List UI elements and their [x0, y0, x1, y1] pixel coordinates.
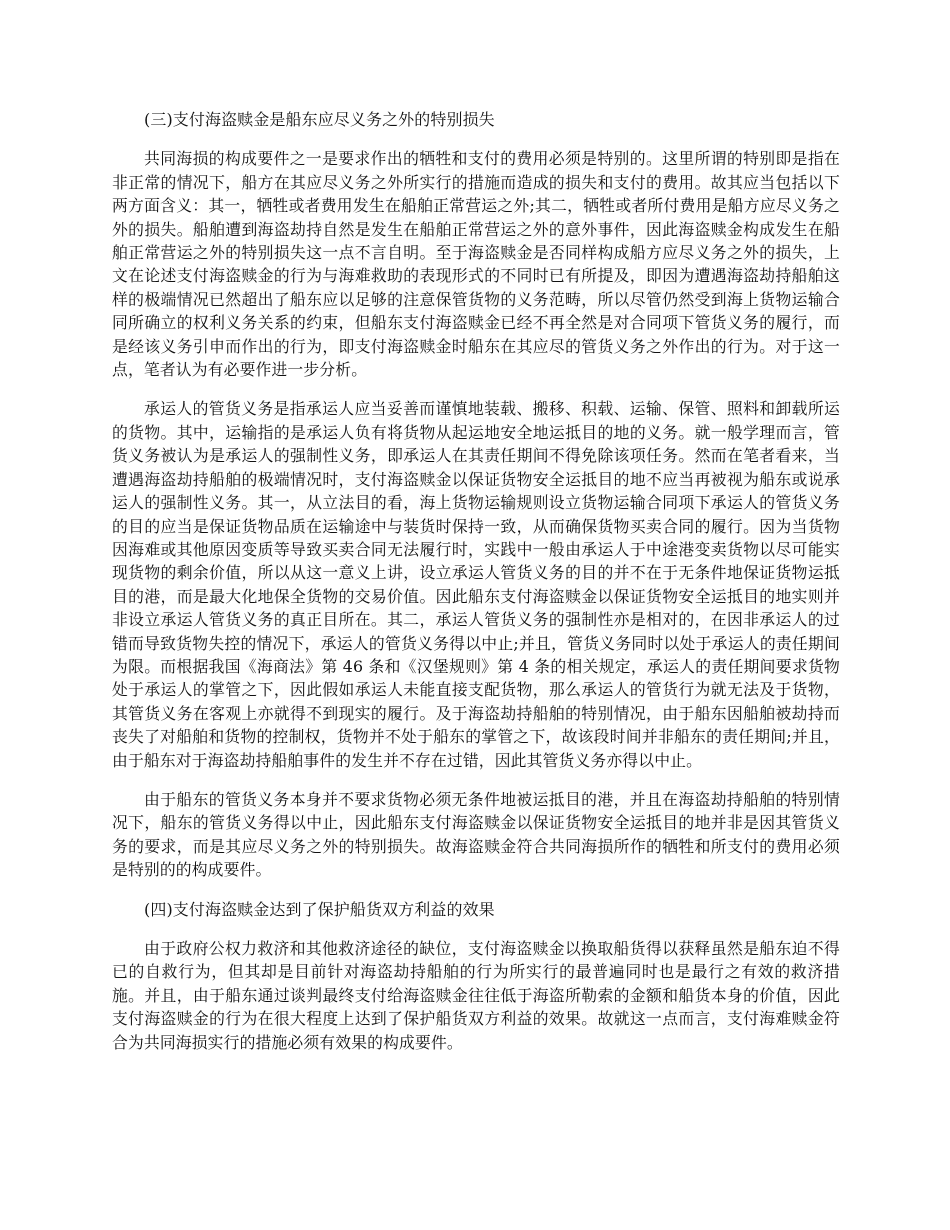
section-heading-3: (三)支付海盗赎金是船东应尽义务之外的特别损失 [144, 110, 495, 129]
paragraph: 承运人的管货义务是指承运人应当妥善而谨慎地装载、搬移、积载、运输、保管、照料和卸载所运的货物。其中，运输指的是承运人负有将货物从起运地安全地运抵目的地的义务。就一般学理而言，管货义务被认为是承运人的强制性义务，即承运人在其责任期间不得免除该项任务。然而在笔者看来，当遭遇海盗劫持船舶的极端情况时，支付海盗赎金以保证货物安全运抵目的地不应当再被视为船东或说承运人的强制性义务。其一，从立法目的看，海上货物运输规则设立货物运输合同项下承运人的管货义务的目的应当是保证货物品质在运输途中与装货时保持一致，从而确保货物买卖合同的履行。因为当货物因海难或其他原因变质等导致买卖合同无法履行时，实践中一般由承运人于中途港变卖货物以尽可能实现货物的剩余价值，所以从这一意义上讲，设立承运人管货义务的目的并不在于无条件地保证货物运抵目的港，而是最大化地保全货物的交易价值。因此船东支付海盗赎金以保证货物安全运抵目的地实则并非设立承运人管货义务的真正目所在。其二，承运人管货义务的强制性亦是相对的，在因非承运人的过错而导致货物失控的情况下，承运人的管货义务得以中止;并且，管货义务同时以处于承运人的责任期间为限。而根据我国《海商法》第 46 条和《汉堡规则》第 4 条的相关规定，承运人的责任期间要求货物处于承运人的掌管之下，因此假如承运人未能直接支配货物，那么承运人的管货行为就无法及于货物，其管货义务在客观上亦就得不到现实的履行。及于海盗劫持船舶的特别情况，由于船东因船舶被劫持而丧失了对船舶和货物的控制权，货物并不处于船东的掌管之下，故该段时间并非船东的责任期间;并且，由于船东对于海盗劫持船舶事件的发生并不存在过错，因此其管货义务亦得以中止。 [112, 399, 840, 770]
document-page [112, 108, 840, 1070]
paragraph: 由于政府公权力救济和其他救济途径的缺位，支付海盗赎金以换取船货得以获释虽然是船东迫不得已的自救行为，但其却是目前针对海盗劫持船舶的行为所实行的最普遍同时也是最行之有效的救济措施。并且，由于船东通过谈判最终支付给海盗赎金往往低于海盗所勒索的金额和船货本身的价值，因此支付海盗赎金的行为在很大程度上达到了保护船货双方利益的效果。故就这一点而言，支付海难赎金符合为共同海损实行的措施必须有效果的构成要件。 [112, 939, 840, 1052]
paragraph: 由于船东的管货义务本身并不要求货物必须无条件地被运抵目的港，并且在海盗劫持船舶的特别情况下，船东的管货义务得以中止，因此船东支付海盗赎金以保证货物安全运抵目的地并非是因其管货义务的要求，而是其应尽义务之外的特别损失。故海盗赎金符合共同海损所作的牺牲和所支付的费用必须是特别的的构成要件。 [112, 789, 840, 880]
section-heading-4: (四)支付海盗赎金达到了保护船货双方利益的效果 [144, 899, 495, 919]
paragraph: 共同海损的构成要件之一是要求作出的牺牲和支付的费用必须是特别的。这里所谓的特别即是指在非正常的情况下，船方在其应尽义务之外所实行的措施而造成的损失和支付的费用。故其应当包括以下两方面含义：其一，牺牲或者费用发生在船舶正常营运之外;其二，牺牲或者所付费用是船方应尽义务之外的损失。船舶遭到海盗劫持自然是发生在船舶正常营运之外的意外事件，因此海盗赎金构成发生在船舶正常营运之外的特别损失这一点不言自明。至于海盗赎金是否同样构成船方应尽义务之外的损失，上文在论述支付海盗赎金的行为与海难救助的表现形式的不同时已有所提及，即因为遭遇海盗劫持船舶这样的极端情况已然超出了船东应以足够的注意保管货物的义务范畴，所以尽管仍然受到海上货物运输合同所确立的权利义务关系的约束，但船东支付海盗赎金已经不再全然是对合同项下管货义务的履行，而是经该义务引申而作出的行为，即支付海盗赎金时船东在其应尽的管货义务之外作出的行为。对于这一点，笔者认为有必要作进一步分析。 [112, 149, 840, 380]
